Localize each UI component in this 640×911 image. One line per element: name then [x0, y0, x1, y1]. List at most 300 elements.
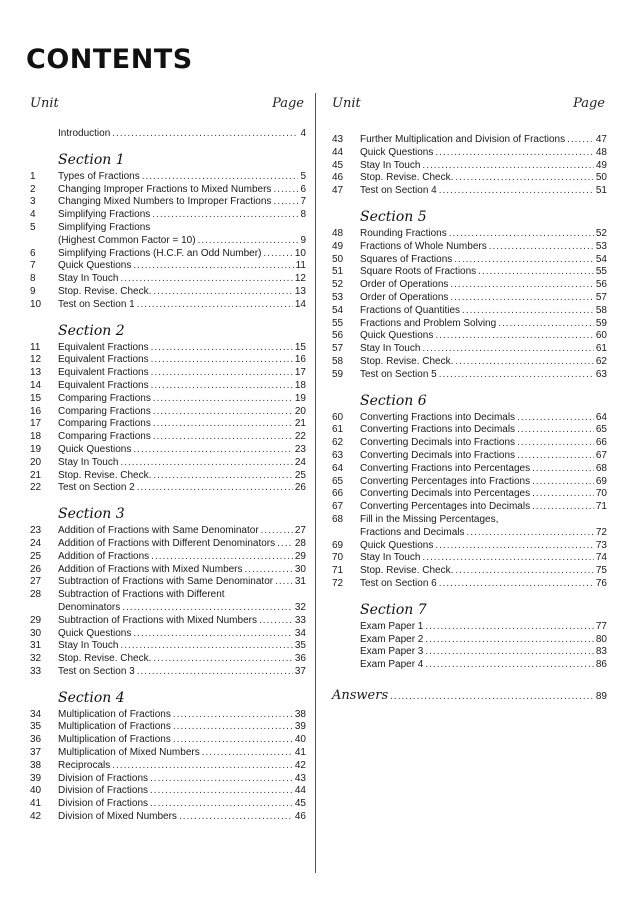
toc-entry-page: 33	[294, 614, 306, 626]
toc-entry[interactable]	[332, 450, 607, 463]
toc-entry-number: 48	[332, 227, 344, 239]
toc-entry-page: 52	[595, 227, 607, 239]
toc-entry-page: 83	[595, 646, 607, 658]
toc-entry-label: Stay In Touch	[360, 159, 421, 171]
leader-dots	[198, 235, 299, 248]
toc-entry-label: Exam Paper 2	[360, 633, 424, 645]
toc-entry-number: 51	[332, 266, 344, 278]
toc-entry[interactable]	[30, 367, 306, 380]
toc-entry[interactable]	[30, 482, 306, 495]
toc-entry-label: Introduction	[58, 128, 111, 139]
toc-entry-page: 38	[294, 708, 306, 720]
toc-entry-page: 55	[595, 266, 607, 278]
toc-entry-number: 71	[332, 565, 344, 577]
section-entries	[30, 525, 306, 679]
section-heading: Section 5	[360, 208, 427, 225]
toc-entry[interactable]	[30, 354, 306, 367]
toc-entry[interactable]	[332, 279, 607, 292]
section-heading: Section 6	[360, 392, 427, 409]
leader-dots	[153, 418, 293, 431]
leader-dots	[259, 615, 293, 628]
toc-entry-label: Converting Decimals into Fractions	[360, 437, 516, 449]
toc-entry[interactable]	[30, 342, 306, 355]
toc-entry-introduction[interactable]	[30, 128, 306, 141]
toc-entry[interactable]	[332, 527, 607, 540]
toc-entry-number: 32	[30, 653, 42, 665]
toc-entry[interactable]	[30, 785, 306, 798]
toc-entry-page: 76	[595, 577, 607, 589]
toc-entry-number: 1	[30, 170, 36, 182]
leader-dots	[466, 527, 593, 540]
leader-dots	[273, 196, 298, 209]
toc-entry-page: 40	[294, 734, 306, 746]
toc-entry[interactable]	[332, 552, 607, 565]
toc-entry[interactable]	[30, 640, 306, 653]
toc-entry-number: 31	[30, 640, 42, 652]
toc-entry-page: 43	[294, 772, 306, 784]
toc-entry[interactable]	[30, 393, 306, 406]
toc-entry[interactable]	[332, 228, 607, 241]
page-header: Page	[573, 96, 605, 111]
toc-entry[interactable]	[332, 241, 607, 254]
toc-entry-page: 59	[595, 317, 607, 329]
toc-entry-number: 68	[332, 513, 344, 525]
toc-entry-number: 50	[332, 253, 344, 265]
toc-entry-number: 45	[332, 159, 344, 171]
toc-entry-label: Stay In Touch	[360, 343, 421, 355]
leader-dots	[478, 266, 594, 279]
toc-entry-page: 51	[595, 185, 607, 197]
toc-entry[interactable]	[332, 565, 607, 578]
section-heading: Section 1	[58, 151, 125, 168]
toc-entry[interactable]	[332, 254, 607, 267]
toc-entry-page: 34	[294, 627, 306, 639]
toc-entry[interactable]	[332, 343, 607, 356]
toc-entry-label: Fractions of Quantities	[360, 304, 461, 316]
toc-entry-page: 18	[294, 379, 306, 391]
toc-entry[interactable]	[30, 470, 306, 483]
leader-dots	[435, 147, 594, 160]
toc-entry[interactable]	[30, 615, 306, 628]
toc-entry-number: 19	[30, 443, 42, 455]
toc-entry-number: 13	[30, 367, 42, 379]
toc-entry-page: 17	[294, 367, 306, 379]
toc-entry[interactable]	[30, 628, 306, 641]
toc-entry-number: 39	[30, 772, 42, 784]
toc-entry-page: 73	[595, 539, 607, 551]
toc-entry-number: 52	[332, 279, 344, 291]
toc-entry-label: Converting Decimals into Percentages	[360, 488, 531, 500]
toc-entry-label: Quick Questions	[360, 330, 434, 342]
toc-entry-label: Squares of Fractions	[360, 253, 453, 265]
toc-entry[interactable]	[30, 273, 306, 286]
toc-entry-number: 54	[332, 304, 344, 316]
toc-entry[interactable]	[30, 418, 306, 431]
toc-entry[interactable]	[30, 286, 306, 299]
leader-dots	[202, 747, 293, 760]
leader-dots	[137, 482, 293, 495]
leader-dots	[455, 172, 594, 185]
toc-entry-label: Rounding Fractions	[360, 227, 447, 239]
toc-entry-number: 11	[30, 341, 41, 353]
toc-entry-label: Reciprocals	[58, 759, 111, 771]
toc-entry-page: 49	[595, 159, 607, 171]
toc-entry-label: Types of Fractions	[58, 170, 140, 182]
toc-entry-label: Stop. Revise. Check.	[360, 355, 454, 367]
toc-entry[interactable]	[30, 564, 306, 577]
answers-entry	[332, 687, 607, 703]
leader-dots	[439, 185, 594, 198]
toc-entry[interactable]	[332, 621, 607, 634]
toc-entry-label: Quick Questions	[360, 539, 434, 551]
toc-entry-label: Test on Section 5	[360, 368, 437, 380]
toc-entry-page: 46	[294, 811, 306, 823]
toc-entry[interactable]	[30, 576, 306, 589]
toc-entry[interactable]	[332, 356, 607, 369]
toc-entry[interactable]	[30, 260, 306, 273]
toc-entry-page: 56	[595, 279, 607, 291]
leader-dots	[150, 798, 293, 811]
toc-entry-label: Comparing Fractions	[58, 405, 151, 417]
toc-entry[interactable]	[332, 540, 607, 553]
toc-entry-label: Addition of Fractions	[58, 550, 150, 562]
toc-entry-number: 37	[30, 747, 42, 759]
leader-dots	[173, 721, 293, 734]
toc-entry-page: 15	[294, 341, 306, 353]
toc-entry-label: Subtraction of Fractions with Different	[58, 589, 225, 601]
toc-entry-number: 24	[30, 537, 42, 549]
toc-entry-number: 63	[332, 449, 344, 461]
toc-entry[interactable]	[332, 266, 607, 279]
leader-dots	[137, 666, 293, 679]
toc-entry-page: 5	[300, 170, 306, 182]
toc-entry[interactable]	[30, 589, 306, 602]
leader-dots	[153, 431, 293, 444]
right-sections	[332, 206, 607, 672]
toc-entry-number: 64	[332, 462, 344, 474]
toc-entry[interactable]	[332, 412, 607, 425]
section-heading: Section 3	[58, 506, 125, 523]
leader-dots	[435, 540, 594, 553]
leader-dots	[532, 463, 594, 476]
toc-entry[interactable]	[332, 330, 607, 343]
toc-entry-number: 22	[30, 482, 42, 494]
toc-entry-label: Changing Improper Fractions to Mixed Numbers	[58, 183, 272, 195]
toc-entry-number: 58	[332, 355, 344, 367]
toc-entry-page: 89	[595, 690, 607, 702]
toc-entry-label: Exam Paper 1	[360, 620, 424, 632]
toc-entry-number: 27	[30, 576, 42, 588]
toc-entry[interactable]	[332, 476, 607, 489]
toc-entry-label: Comparing Fractions	[58, 418, 151, 430]
leader-dots	[150, 785, 293, 798]
toc-entry-page: 23	[294, 443, 306, 455]
toc-entry-page: 50	[595, 172, 607, 184]
toc-entry-page: 53	[595, 240, 607, 252]
leader-dots	[425, 621, 594, 634]
toc-entry-page: 64	[595, 411, 607, 423]
toc-entry-label: Quick Questions	[58, 627, 132, 639]
toc-entry[interactable]	[332, 134, 607, 147]
toc-entry-number: 25	[30, 550, 42, 562]
toc-entry[interactable]	[30, 538, 306, 551]
leader-dots	[151, 354, 293, 367]
section-entries	[332, 621, 607, 672]
toc-entry-page: 28	[294, 537, 306, 549]
section-entries	[30, 171, 306, 312]
leader-dots	[422, 160, 593, 173]
toc-entry-number: 41	[30, 798, 42, 810]
toc-entry-page: 80	[595, 633, 607, 645]
toc-entry[interactable]	[30, 222, 306, 235]
toc-entry[interactable]	[332, 437, 607, 450]
toc-entry[interactable]	[30, 248, 306, 261]
toc-entry-number: 42	[30, 811, 42, 823]
toc-entry[interactable]	[30, 551, 306, 564]
leader-dots	[137, 299, 293, 312]
toc-entry-label: Comparing Fractions	[58, 392, 151, 404]
toc-entry-page: 77	[595, 620, 607, 632]
leader-dots	[153, 286, 293, 299]
toc-entry[interactable]	[332, 463, 607, 476]
toc-entry-page: 32	[294, 601, 306, 613]
toc-entry-label: Equivalent Fractions	[58, 367, 149, 379]
leader-dots	[532, 501, 594, 514]
toc-entry[interactable]	[332, 646, 607, 659]
toc-entry-answers[interactable]	[332, 687, 607, 703]
leader-dots	[151, 367, 293, 380]
toc-entry[interactable]	[332, 501, 607, 514]
toc-entry[interactable]	[332, 292, 607, 305]
toc-entry-number: 67	[332, 501, 344, 513]
toc-entry[interactable]	[30, 653, 306, 666]
toc-entry-number: 60	[332, 411, 344, 423]
leader-dots	[133, 444, 293, 457]
toc-entry[interactable]	[30, 747, 306, 760]
leader-dots	[275, 576, 293, 589]
toc-entry[interactable]	[30, 721, 306, 734]
leader-dots	[152, 209, 298, 222]
toc-entry-number: 5	[30, 221, 36, 233]
leader-dots	[498, 318, 594, 331]
toc-entry-label: Comparing Fractions	[58, 431, 151, 443]
toc-entry[interactable]	[30, 760, 306, 773]
toc-entry[interactable]	[332, 634, 607, 647]
toc-entry[interactable]	[30, 196, 306, 209]
leader-dots	[567, 134, 594, 147]
toc-entry-label: Stay In Touch	[58, 273, 119, 285]
toc-entry-label: Converting Fractions into Percentages	[360, 462, 531, 474]
toc-entry-page: 37	[294, 665, 306, 677]
toc-entry-label: Converting Percentages into Decimals	[360, 501, 531, 513]
section-entries	[30, 709, 306, 824]
toc-entry[interactable]	[30, 209, 306, 222]
toc-entry-label: Equivalent Fractions	[58, 379, 149, 391]
toc-entry-label: Stop. Revise. Check.	[360, 172, 454, 184]
toc-entry-page: 39	[294, 721, 306, 733]
toc-entry-label: Converting Decimals into Fractions	[360, 449, 516, 461]
toc-entry-number: 2	[30, 183, 36, 195]
toc-entry-page: 44	[294, 785, 306, 797]
toc-entry[interactable]	[332, 147, 607, 160]
toc-entry[interactable]	[332, 305, 607, 318]
toc-entry-label: Multiplication of Fractions	[58, 708, 171, 720]
toc-entry-label: Answers	[332, 687, 389, 703]
toc-entry-label: (Highest Common Factor = 10)	[58, 234, 196, 246]
toc-entry-number: 15	[30, 392, 42, 404]
unit-header: Unit	[30, 96, 59, 111]
leader-dots	[425, 646, 594, 659]
toc-entry-page: 6	[300, 183, 306, 195]
section-entries	[332, 412, 607, 591]
toc-entry-number: 14	[30, 379, 42, 391]
leader-dots	[263, 248, 292, 261]
toc-entry[interactable]	[332, 659, 607, 672]
toc-entry[interactable]	[332, 160, 607, 173]
toc-entry-page: 57	[595, 291, 607, 303]
toc-entry[interactable]	[332, 514, 607, 527]
toc-entry-label: Exam Paper 4	[360, 659, 424, 671]
toc-entry-number: 8	[30, 273, 36, 285]
leader-dots	[439, 578, 594, 591]
leader-dots	[120, 273, 292, 286]
toc-entry-page: 27	[294, 525, 306, 537]
toc-entry[interactable]	[30, 380, 306, 393]
toc-entry-number: 21	[30, 469, 42, 481]
leader-dots	[425, 634, 594, 647]
toc-entry-page: 68	[595, 462, 607, 474]
toc-entry-page: 11	[295, 260, 306, 272]
toc-entry-number: 43	[332, 134, 344, 145]
toc-entry-number: 65	[332, 475, 344, 487]
toc-entry-number: 53	[332, 291, 344, 303]
toc-entry[interactable]	[30, 773, 306, 786]
toc-entry[interactable]	[332, 369, 607, 382]
toc-entry[interactable]	[30, 602, 306, 615]
toc-entry[interactable]	[30, 431, 306, 444]
toc-entry-number: 17	[30, 418, 42, 430]
toc-entry-label: Addition of Fractions with Mixed Numbers	[58, 563, 243, 575]
toc-entry[interactable]	[30, 406, 306, 419]
toc-entry[interactable]	[332, 185, 607, 198]
leader-dots	[390, 691, 594, 704]
toc-entry-page: 74	[595, 552, 607, 564]
toc-entry[interactable]	[332, 424, 607, 437]
toc-entry-page: 30	[294, 563, 306, 575]
toc-entry-number: 40	[30, 785, 42, 797]
toc-entry-number: 69	[332, 539, 344, 551]
toc-entry-page: 19	[294, 392, 306, 404]
toc-entry-number: 30	[30, 627, 42, 639]
section-entries	[30, 342, 306, 496]
toc-entry-number: 26	[30, 563, 42, 575]
toc-entry-page: 41	[294, 747, 306, 759]
toc-entry[interactable]	[30, 798, 306, 811]
toc-entry[interactable]	[332, 318, 607, 331]
leader-dots	[150, 773, 293, 786]
leader-dots	[462, 305, 594, 318]
toc-entry-page: 42	[294, 759, 306, 771]
leader-dots	[517, 424, 594, 437]
toc-entry[interactable]	[332, 488, 607, 501]
toc-entry[interactable]	[30, 525, 306, 538]
toc-entry-label: Fractions and Decimals	[360, 526, 465, 538]
leader-dots	[120, 457, 292, 470]
intro-entry	[30, 128, 306, 141]
toc-entry-label: Simplifying Fractions	[58, 209, 151, 221]
toc-entry-label: Denominators	[58, 601, 121, 613]
toc-entry-label: Division of Fractions	[58, 798, 149, 810]
toc-entry-page: 71	[595, 501, 607, 513]
toc-entry-label: Converting Fractions into Decimals	[360, 424, 516, 436]
section-heading: Section 4	[58, 689, 125, 706]
toc-entry[interactable]	[30, 299, 306, 312]
toc-entry-label: Test on Section 4	[360, 185, 437, 197]
toc-entry-page: 4	[300, 128, 306, 139]
toc-entry-label: Test on Section 2	[58, 482, 135, 494]
toc-entry-page: 22	[294, 431, 306, 443]
leader-dots	[151, 342, 293, 355]
toc-entry-number: 3	[30, 196, 36, 208]
toc-entry-label: Division of Fractions	[58, 772, 149, 784]
leader-dots	[120, 640, 292, 653]
toc-entry-number: 56	[332, 330, 344, 342]
toc-entry[interactable]	[30, 811, 306, 824]
toc-entry-label: Test on Section 1	[58, 298, 135, 310]
toc-entry-label: Square Roots of Fractions	[360, 266, 477, 278]
toc-entry[interactable]	[30, 457, 306, 470]
toc-entry[interactable]	[30, 666, 306, 679]
toc-entry-number: 34	[30, 708, 42, 720]
leader-dots	[179, 811, 293, 824]
toc-entry-label: Simplifying Fractions (H.C.F. an Odd Number)	[58, 247, 262, 259]
left-sections	[30, 149, 306, 824]
toc-entry-page: 36	[294, 653, 306, 665]
toc-entry[interactable]	[332, 172, 607, 185]
toc-entry-number: 28	[30, 589, 42, 601]
toc-entry[interactable]	[30, 734, 306, 747]
leader-dots	[153, 470, 293, 483]
toc-entry[interactable]	[30, 171, 306, 184]
toc-entry-label: Stay In Touch	[58, 640, 119, 652]
leader-dots	[112, 760, 293, 773]
toc-entry-number: 70	[332, 552, 344, 564]
toc-entry-label: Stop. Revise. Check.	[58, 653, 152, 665]
toc-entry[interactable]	[30, 235, 306, 248]
toc-entry-page: 63	[595, 368, 607, 380]
toc-entry-label: Converting Fractions into Decimals	[360, 411, 516, 423]
toc-entry-page: 25	[294, 469, 306, 481]
toc-entry-number: 62	[332, 437, 344, 449]
toc-entry-page: 66	[595, 437, 607, 449]
toc-entry-label: Stop. Revise. Check.	[58, 285, 152, 297]
toc-entry[interactable]	[30, 184, 306, 197]
toc-entry-number: 46	[332, 172, 344, 184]
toc-entry-label: Subtraction of Fractions with Mixed Numbers	[58, 614, 257, 626]
leader-dots	[133, 260, 293, 273]
toc-entry-label: Multiplication of Fractions	[58, 721, 171, 733]
toc-entry-page: 47	[595, 134, 607, 145]
toc-entry-label: Quick Questions	[58, 260, 132, 272]
toc-entry[interactable]	[332, 578, 607, 591]
leader-dots	[422, 552, 593, 565]
leader-dots	[151, 380, 293, 393]
column-header	[30, 96, 306, 120]
toc-entry[interactable]	[30, 709, 306, 722]
toc-entry[interactable]	[30, 444, 306, 457]
toc-entry-number: 18	[30, 431, 42, 443]
toc-entry-page: 62	[595, 355, 607, 367]
